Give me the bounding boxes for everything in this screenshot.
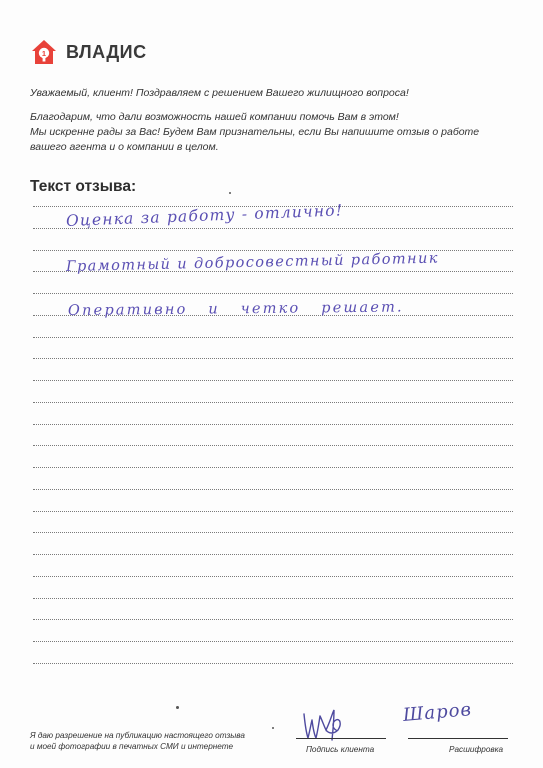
thanks-line-3: вашего агента и о компании в целом. bbox=[30, 141, 219, 153]
writing-line bbox=[33, 402, 513, 403]
thanks-line-2: Мы искренне рады за Вас! Будем Вам признательны, если Вы напишите отзыв о работе bbox=[30, 126, 480, 138]
signature-label: Подпись клиента bbox=[306, 745, 375, 754]
writing-line bbox=[33, 445, 513, 446]
writing-line bbox=[33, 467, 513, 468]
handwritten-line: Оценка за работу - отлично! bbox=[65, 201, 344, 230]
decode-label: Расшифровка bbox=[449, 745, 504, 754]
writing-line bbox=[33, 554, 513, 555]
handwritten-line: Грамотный и добросовестный работник bbox=[65, 250, 440, 275]
review-heading: Текст отзыва: bbox=[30, 178, 137, 195]
signature-underline bbox=[296, 738, 386, 739]
writing-line bbox=[33, 576, 513, 577]
writing-line bbox=[33, 358, 513, 359]
writing-line bbox=[33, 511, 513, 512]
svg-text:1: 1 bbox=[41, 49, 47, 58]
paper-speck bbox=[176, 706, 179, 709]
writing-lines bbox=[33, 0, 513, 768]
writing-line bbox=[33, 424, 513, 425]
writing-line bbox=[33, 663, 513, 664]
greeting-text: Уважаемый, клиент! Поздравляем с решением Вашего жилищного вопроса! bbox=[30, 87, 409, 99]
client-signature bbox=[296, 700, 366, 750]
consent-line-2: и моей фотографии в печатных СМИ и интернете bbox=[30, 742, 234, 751]
writing-line bbox=[33, 489, 513, 490]
writing-line bbox=[33, 293, 513, 294]
writing-line bbox=[33, 250, 513, 251]
writing-line bbox=[33, 337, 513, 338]
writing-line bbox=[33, 380, 513, 381]
paper-speck bbox=[229, 192, 231, 194]
writing-line bbox=[33, 532, 513, 533]
handwritten-line: Оперативно и четко решает. bbox=[67, 299, 404, 319]
writing-line bbox=[33, 641, 513, 642]
thanks-line-1: Благодарим, что дали возможность нашей компании помочь Вам в этом! bbox=[30, 111, 399, 123]
paper-speck bbox=[272, 727, 274, 729]
brand-name: ВЛАДИС bbox=[66, 41, 147, 62]
writing-line bbox=[33, 598, 513, 599]
signature-decode-value: Шаров bbox=[402, 699, 473, 726]
writing-line bbox=[33, 619, 513, 620]
decode-underline bbox=[408, 738, 508, 739]
consent-line-1: Я даю разрешение на публикацию настоящего отзыва bbox=[30, 731, 245, 740]
publication-consent bbox=[30, 730, 280, 752]
